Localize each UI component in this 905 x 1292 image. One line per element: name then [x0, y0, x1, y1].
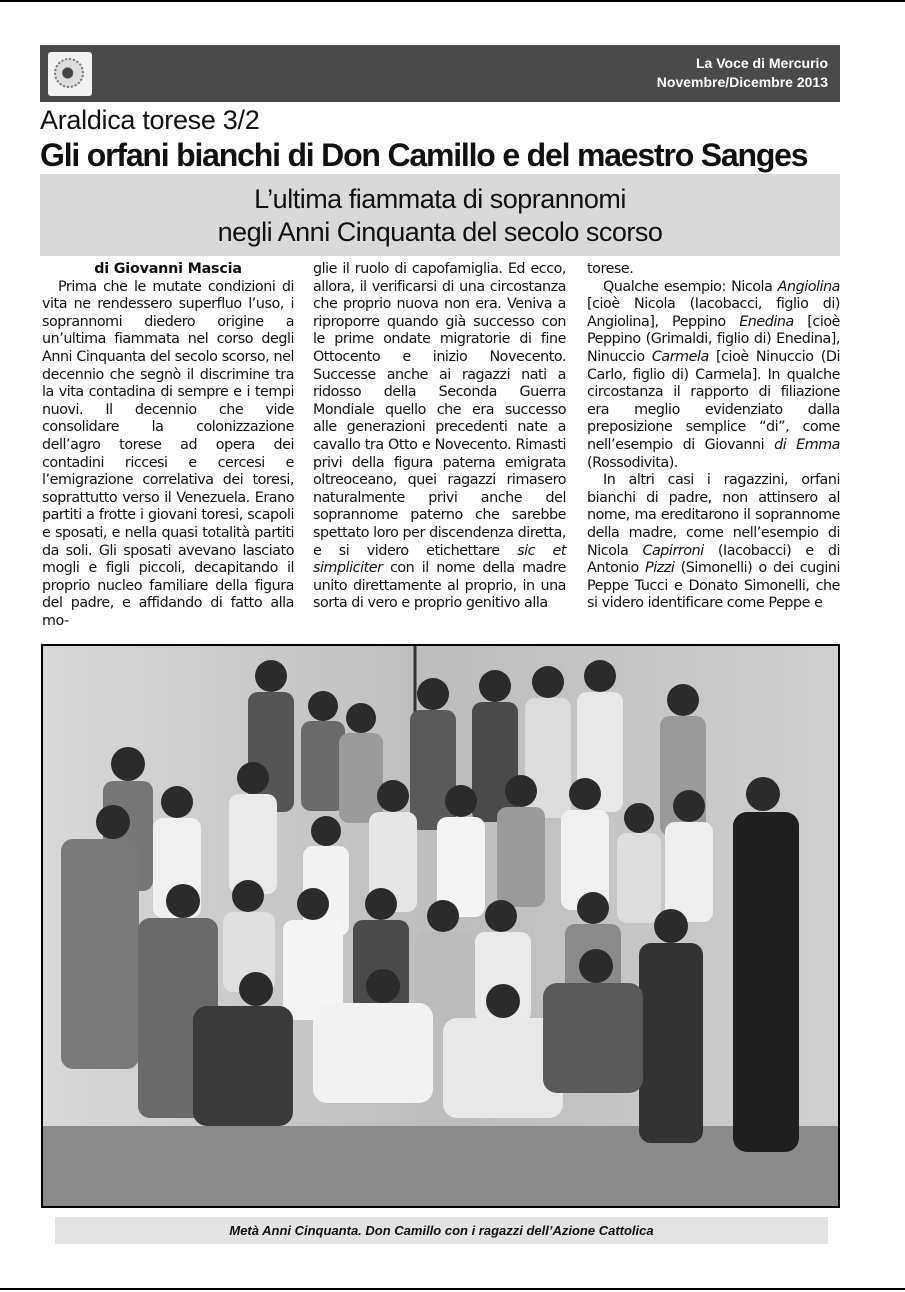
- photo-placeholder-art: [43, 646, 838, 1206]
- paragraph: [587, 279, 840, 473]
- text-run: (Rossodivita).: [587, 454, 678, 471]
- italic-name: Enedina: [739, 313, 794, 330]
- subhead-line-1: L’ultima fiammata di soprannomi: [254, 184, 626, 214]
- headline: Gli orfani bianchi di Don Camillo e del maestro Sanges: [40, 137, 808, 173]
- subheadline-box: [40, 174, 840, 256]
- italic-name: Capirroni: [642, 542, 704, 559]
- paragraph: Prima che le mutate condizioni di vita ne rendessero superfluo l’uso, i soprannomi diedero origine a un’ultima fiammata nel corso degli Anni Cinquanta del secolo scorso, nel decennio che segnò il discrimine tra la vita contadina di sempre e i tempi nuovi. Il decennio che vide consolidare la colonizzazione dell’agro torese ad opera dei contadini riccesi e cercesi e l’emigrazione correlativa dei toresi, soprattutto verso il Venezuela. Erano partiti a frotte i giovani toresi, scapoli e sposati, e nella quasi totalità partiti da soli. Gli sposati avevano lasciato mogli e figli piccoli, decapitando il proprio nucleo familiare della figura del padre, e affidando di fatto alla mo-: [42, 278, 294, 629]
- subhead-line-2: negli Anni Cinquanta del secolo scorso: [217, 217, 663, 247]
- text-run: [cioè Peppino (Grimaldi, figlio di) Enedina], Ninuccio: [587, 313, 840, 365]
- text-run: [cioè Nicola (Iacobacci, figlio di) Angiolina], Peppino: [587, 296, 840, 330]
- text-run: Qualche esempio: Nicola: [603, 278, 773, 295]
- text-run: In altri casi i ragazzini, orfani bianchi di padre, non attinsero al nome, ma ereditarono il soprannome della madre, come nell’esempio di Nicola: [587, 472, 840, 559]
- italic-phrase: sic et simpliciter: [313, 542, 566, 577]
- text-run: (Iacobacci) e di Antonio: [587, 542, 840, 577]
- text-run: [cioè Ninuccio (Di Carlo, figlio di) Carmela]. In qualche circostanza il rapporto di filiazione era meglio evidenziato dalla preposizione semplice “di”, come nell’esempio di Giovanni: [587, 348, 840, 453]
- paragraph: [587, 472, 840, 613]
- masthead-text: [657, 54, 828, 92]
- bottom-rule: [0, 1288, 905, 1290]
- paragraph: [313, 261, 566, 613]
- masthead-bar: [40, 45, 840, 102]
- italic-name: di Emma: [774, 436, 840, 453]
- photo-caption: Metà Anni Cinquanta. Don Camillo con i ragazzi dell’Azione Cattolica: [55, 1217, 828, 1244]
- paragraph: torese.: [587, 261, 634, 277]
- italic-name: Angiolina: [777, 278, 840, 295]
- section-kicker: Araldica torese 3/2: [40, 105, 260, 135]
- text-column-1: [42, 261, 294, 630]
- issue-date: Novembre/Dicembre 2013: [656, 74, 828, 90]
- italic-name: Carmela: [651, 348, 709, 365]
- publication-name: La Voce di Mercurio: [696, 55, 828, 71]
- text-column-2: [313, 261, 566, 613]
- logo-icon: [48, 52, 92, 96]
- text-run: (Simonelli) o dei cugini Peppe Tucci e Donato Simonelli, che si videro identificare come Peppe e: [587, 560, 840, 612]
- text-run: con il nome della madre unito direttamente al proprio, in una sorta di vero e proprio genitivo alla: [313, 560, 566, 612]
- byline: di Giovanni Mascia: [94, 261, 242, 277]
- group-photo: [41, 644, 840, 1208]
- top-rule: [0, 0, 905, 2]
- text-column-3: [587, 261, 840, 613]
- text-run: glie il ruolo di capofamiglia. Ed ecco, allora, il verificarsi di una circostanza che proprio nuova non era. Veniva a riproporre quando già successo con le prime ondate migratorie di fine Ottocento e inizio Novecento. Successe anche ai ragazzi nati a ridosso della Seconda Guerra Mondiale quello che era successo alle generazioni precedenti nate a cavallo tra Otto e Novecento. Rimasti privi della figura paterna emigrata oltreoceano, quei ragazzi rimasero naturalmente privi anche del soprannome paterno che sarebbe spettato loro per discendenza diretta, e si videro etichettare: [313, 261, 566, 559]
- italic-name: Pizzi: [645, 560, 675, 577]
